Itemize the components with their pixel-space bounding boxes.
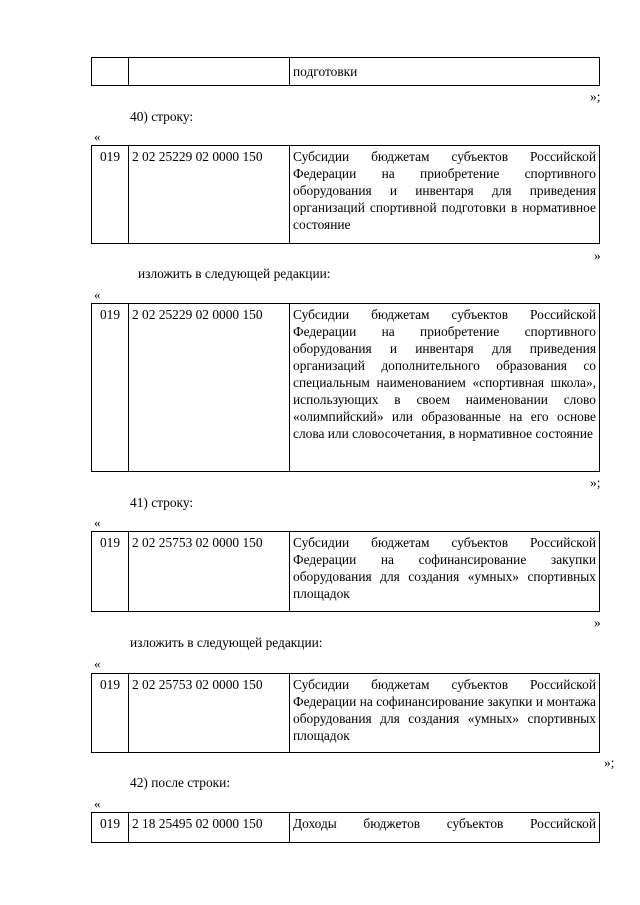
kbk-cell: 2 02 25753 02 0000 150 — [129, 532, 290, 612]
kbk-cell — [129, 58, 290, 86]
table-row-top — [91, 57, 600, 86]
table-row-42 — [91, 812, 600, 843]
code-cell — [92, 58, 129, 86]
description-cell: Субсидии бюджетам субъектов Российской Федерации на приобретение спортивного оборудования и инвентаря для приведения организаций дополнительного образования со специальным наименованием «спортивная школа», использующих в своем наименовании слово «олимпийский» или образованные на его основе слова или словосочетания, в нормативное состояние — [290, 304, 600, 472]
closing-quote: »; — [590, 89, 601, 104]
opening-quote: « — [94, 515, 101, 530]
code-cell: 019 — [92, 304, 129, 472]
table-row-40-old — [91, 145, 600, 244]
table-row-41-new — [91, 673, 600, 753]
closing-quote: »; — [604, 755, 615, 770]
table-row-40-new — [91, 303, 600, 472]
description-text: Доходы бюджетов субъектов Российской — [293, 816, 596, 831]
closing-quote: »; — [590, 475, 601, 490]
kbk-cell: 2 02 25229 02 0000 150 — [129, 304, 290, 472]
code-cell: 019 — [92, 813, 129, 843]
code-cell: 019 — [92, 674, 129, 753]
item-41-heading: 41) строку: — [130, 495, 194, 510]
code-cell: 019 — [92, 146, 129, 244]
item-42-heading: 42) после строки: — [130, 775, 231, 790]
description-cell: Субсидии бюджетам субъектов Российской Федерации на софинансирование закупки и монтажа оборудования для создания «умных» спортивных площадок — [290, 674, 600, 753]
closing-quote: » — [594, 248, 601, 263]
description-cell: Субсидии бюджетам субъектов Российской Федерации на приобретение спортивного оборудования и инвентаря для приведения организаций спортивной подготовки в нормативное состояние — [290, 146, 600, 244]
description-cell: подготовки — [290, 58, 600, 86]
table-row-41-old — [91, 531, 600, 612]
replace-40-label: изложить в следующей редакции: — [138, 266, 331, 281]
kbk-cell: 2 02 25229 02 0000 150 — [129, 146, 290, 244]
code-cell: 019 — [92, 532, 129, 612]
description-cell: Субсидии бюджетам субъектов Российской Федерации на софинансирование закупки оборудования для создания «умных» спортивных площадок — [290, 532, 600, 612]
item-40-heading: 40) строку: — [130, 109, 194, 124]
replace-41-label: изложить в следующей редакции: — [130, 635, 323, 650]
kbk-cell: 2 02 25753 02 0000 150 — [129, 674, 290, 753]
opening-quote: « — [94, 287, 101, 302]
closing-quote: » — [594, 615, 601, 630]
kbk-cell: 2 18 25495 02 0000 150 — [129, 813, 290, 843]
opening-quote: « — [94, 129, 101, 144]
opening-quote: « — [94, 656, 101, 671]
opening-quote: « — [94, 796, 101, 811]
description-cell — [290, 813, 600, 843]
